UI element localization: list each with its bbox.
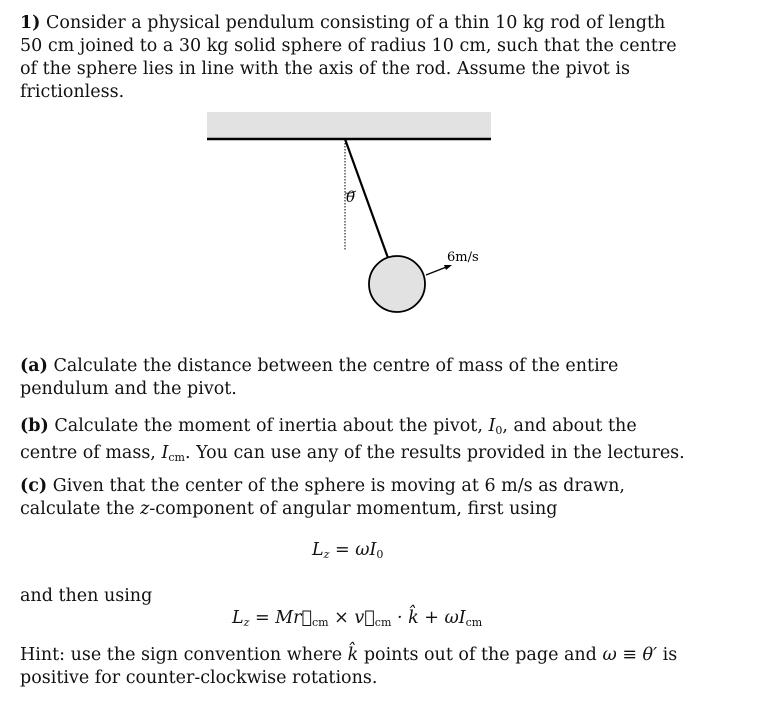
eq2-m-term: = Mr⃗ (249, 608, 312, 628)
problem-number: 1) (20, 13, 41, 33)
eq2-m-sub: cm (312, 616, 329, 629)
equation-2 (232, 608, 482, 629)
z-symbol: z (140, 499, 150, 519)
velocity-label: 6m/s (447, 250, 479, 265)
hint-text-3: is positive for counter-clockwise rotations. (20, 645, 678, 688)
eq2-tail-sub: cm (465, 616, 483, 629)
eq1-rhs: = ωI (329, 540, 377, 560)
eq1-lhs-sub: z (323, 548, 330, 561)
icm-subscript: cm (168, 451, 185, 464)
eq1-lhs: L (312, 540, 324, 560)
eq1-rhs-sub: 0 (376, 548, 384, 561)
eq2-lhs-sub: z (243, 616, 250, 629)
part-c (20, 475, 685, 521)
equation-1 (312, 540, 383, 561)
eq2-cross-term: × v⃗ (328, 608, 375, 628)
eq2-tail-term: · k̂ + ωI (391, 608, 466, 628)
and-then-text: and then using (20, 586, 153, 606)
eq2-cross-sub: cm (374, 616, 392, 629)
icm-symbol: I (161, 443, 169, 463)
k-hat-symbol: k̂ (347, 645, 359, 665)
hint-text-2: points out of the page and (363, 645, 597, 665)
omega-symbol: ω ≡ θ′ (602, 645, 658, 665)
problem-intro-text: Consider a physical pendulum consisting of a thin 10 kg rod of length 50 cm joined to a 30 kg solid sphere of radius 10 cm, such that the centre of the sphere lies in line with the axis of the rod. Assume the pivot is frictionless. (20, 13, 677, 102)
velocity-arrowhead (444, 265, 452, 270)
part-b-text-2: , and about the centre of mass, (20, 416, 637, 463)
part-b-text-3: . You can use any of the results provided in the lectures. (184, 443, 685, 463)
part-b-label: (b) (20, 416, 49, 436)
part-c-text-2: -component of angular momentum, first using (149, 499, 558, 519)
hint (20, 644, 685, 690)
pendulum-sphere (369, 256, 425, 312)
part-c-label: (c) (20, 476, 48, 496)
hint-text-1: Hint: use the sign convention where (20, 645, 343, 665)
part-a (20, 355, 685, 401)
problem-intro (20, 12, 685, 104)
part-c-text-1: Given that the center of the sphere is moving at 6 m/s as drawn, calculate the (20, 476, 625, 519)
part-b (20, 415, 685, 469)
i0-symbol: I (488, 416, 496, 436)
i0-subscript: 0 (495, 424, 503, 437)
part-a-label: (a) (20, 356, 48, 376)
part-a-text: Calculate the distance between the centre of mass of the entire pendulum and the pivot. (20, 356, 619, 399)
part-b-text-1: Calculate the moment of inertia about the pivot, (54, 416, 483, 436)
ceiling (207, 112, 491, 139)
angle-label: θ (346, 188, 356, 206)
eq2-lhs: L (232, 608, 244, 628)
